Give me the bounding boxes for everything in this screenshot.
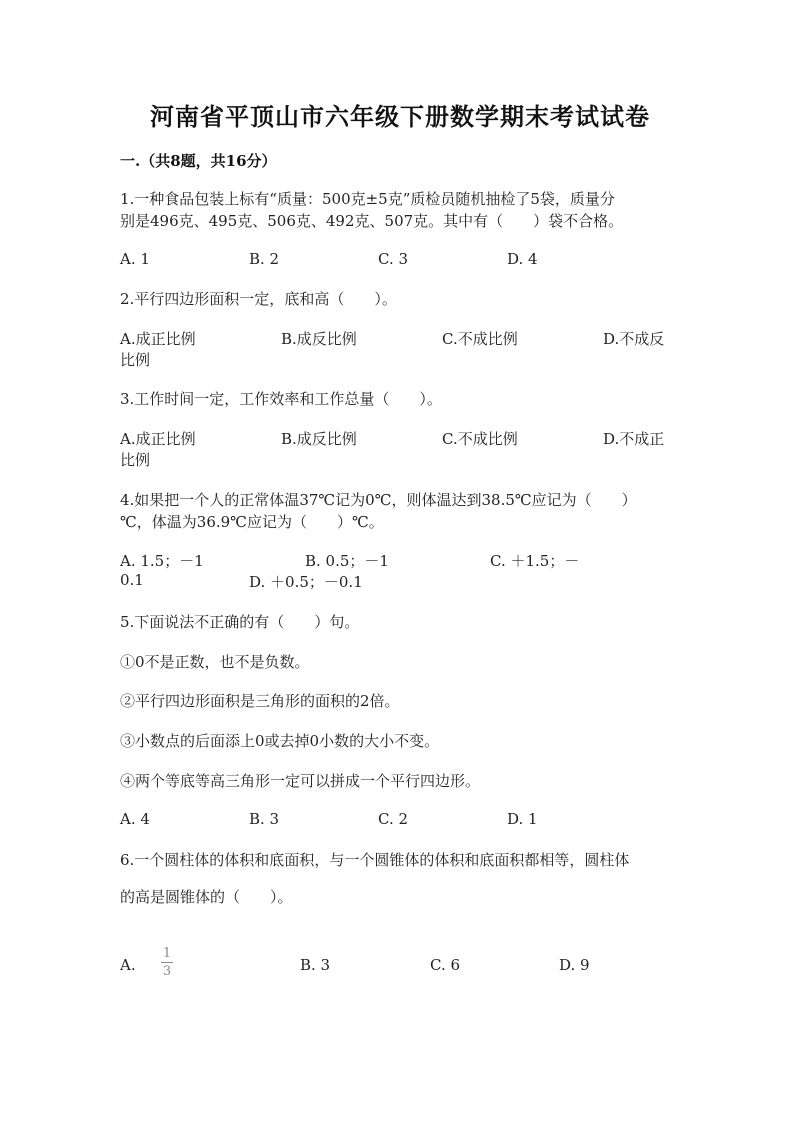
q5-statement-3: ③小数点的后面添上0或去掉0小数的大小不变。	[120, 732, 440, 750]
q5-statement-4: ④两个等底等高三角形一定可以拼成一个平行四边形。	[120, 772, 481, 790]
q4-option-c-wrap: 0.1	[120, 571, 144, 589]
q5-option-a[interactable]: A. 4	[120, 810, 150, 828]
q1-option-d[interactable]: D. 4	[507, 250, 538, 268]
section-header: 一.（共8题，共16分）	[120, 152, 277, 170]
q3-option-wrap: 比例	[120, 451, 151, 469]
q5-statement-1: ①0不是正数，也不是负数。	[120, 653, 310, 671]
question-2-line-1: 2.平行四边形面积一定，底和高（ ）。	[120, 290, 397, 308]
q4-option-d[interactable]: D. ＋0.5；－0.1	[249, 573, 363, 591]
q1-option-b[interactable]: B. 2	[249, 250, 280, 268]
q1-option-a[interactable]: A. 1	[120, 250, 150, 268]
q1-option-c[interactable]: C. 3	[378, 250, 409, 268]
q2-option-c[interactable]: C.不成比例	[442, 330, 518, 348]
q3-option-d[interactable]: D.不成正	[603, 430, 665, 448]
q6-option-b[interactable]: B. 3	[300, 956, 331, 974]
question-6-line-2: 的高是圆锥体的（ ）。	[120, 888, 293, 906]
q2-option-b[interactable]: B.成反比例	[281, 330, 357, 348]
q6-option-a-fraction	[160, 947, 174, 978]
q4-option-a[interactable]: A. 1.5；－1	[120, 552, 204, 570]
fraction-denominator: 3	[162, 964, 172, 979]
q6-option-c[interactable]: C. 6	[430, 956, 461, 974]
q2-option-d[interactable]: D.不成反	[603, 330, 665, 348]
question-3-line-1: 3.工作时间一定，工作效率和工作总量（ ）。	[120, 390, 442, 408]
fraction-bar	[161, 962, 173, 963]
q5-option-c[interactable]: C. 2	[378, 810, 409, 828]
q5-statement-2: ②平行四边形面积是三角形的面积的2倍。	[120, 692, 400, 710]
question-6-line-1: 6.一个圆柱体的体积和底面积，与一个圆锥体的体积和底面积都相等，圆柱体	[120, 851, 630, 869]
q3-option-b[interactable]: B.成反比例	[281, 430, 357, 448]
question-1-line-1: 1.一种食品包装上标有“质量：500克±5克”质检员随机抽检了5袋，质量分	[120, 190, 615, 208]
question-5-line-1: 5.下面说法不正确的有（ ）句。	[120, 613, 360, 631]
q6-option-a[interactable]: A.	[120, 956, 136, 974]
q3-option-c[interactable]: C.不成比例	[442, 430, 518, 448]
question-4-line-1: 4.如果把一个人的正常体温37℃记为0℃，则体温达到38.5℃应记为（ ）	[120, 491, 637, 509]
fraction-numerator: 1	[162, 946, 172, 961]
question-1-line-2: 别是496克、495克、506克、492克、507克。其中有（ ）袋不合格。	[120, 212, 624, 230]
q4-option-b[interactable]: B. 0.5；－1	[305, 552, 389, 570]
question-4-line-2: ℃，体温为36.9℃应记为（ ）℃。	[120, 513, 384, 531]
q2-option-a[interactable]: A.成正比例	[120, 330, 196, 348]
q2-option-wrap: 比例	[120, 351, 151, 369]
q6-option-d[interactable]: D. 9	[559, 956, 590, 974]
q4-option-c[interactable]: C. ＋1.5；－	[490, 552, 580, 570]
q5-option-b[interactable]: B. 3	[249, 810, 280, 828]
page-title: 河南省平顶山市六年级下册数学期末考试试卷	[150, 102, 650, 131]
q5-option-d[interactable]: D. 1	[507, 810, 538, 828]
q3-option-a[interactable]: A.成正比例	[120, 430, 196, 448]
